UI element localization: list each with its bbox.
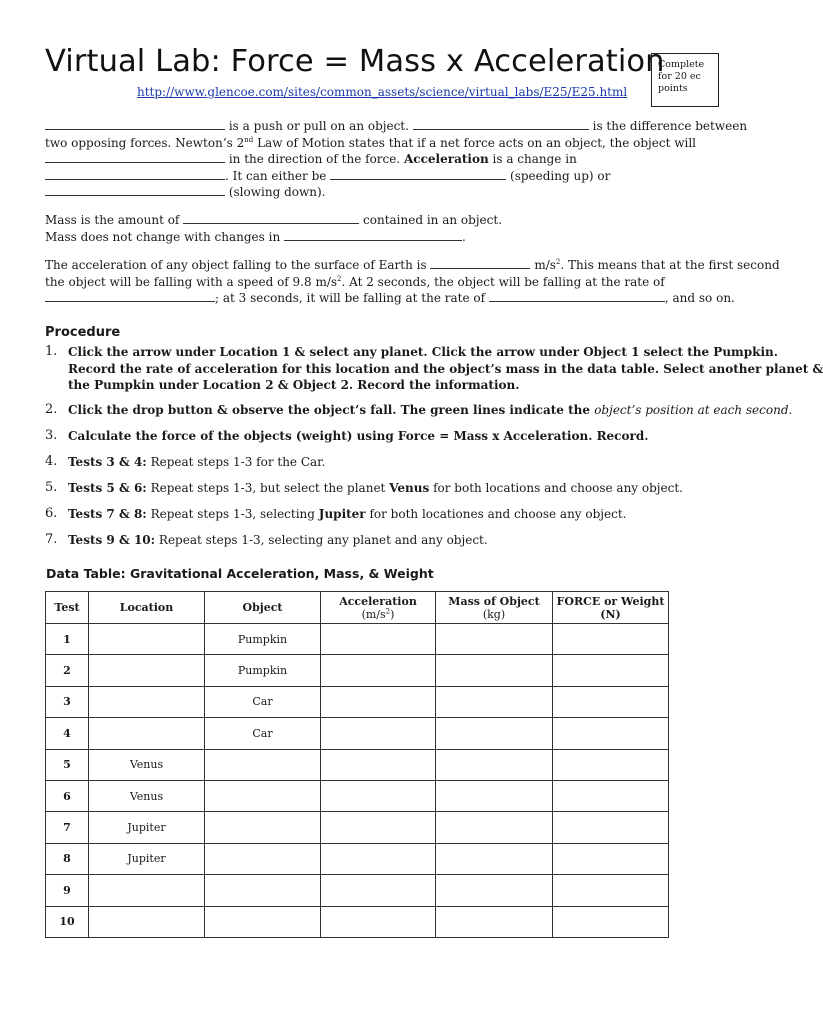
page-title: Virtual Lab: Force = Mass x Acceleration <box>45 44 665 79</box>
object-cell[interactable]: Pumpkin <box>205 655 321 686</box>
object-cell[interactable] <box>205 843 321 874</box>
force-cell[interactable] <box>553 686 669 717</box>
force-cell[interactable] <box>553 906 669 937</box>
table-row <box>46 906 669 937</box>
test-cell: 6 <box>46 780 89 811</box>
object-cell[interactable]: Pumpkin <box>205 624 321 655</box>
test-cell: 5 <box>46 749 89 780</box>
force-cell[interactable] <box>553 655 669 686</box>
test-cell: 10 <box>46 906 89 937</box>
fill-blank[interactable] <box>330 168 506 180</box>
header-object: Object <box>205 592 321 624</box>
extra-credit-box: Complete for 20 ec points <box>651 53 719 107</box>
table-row <box>46 655 669 686</box>
fill-blank[interactable] <box>413 118 589 130</box>
test-cell: 7 <box>46 812 89 843</box>
mass-cell[interactable] <box>436 875 553 906</box>
fill-blank[interactable] <box>45 184 225 196</box>
location-cell[interactable] <box>89 718 205 749</box>
object-cell[interactable] <box>205 875 321 906</box>
table-row <box>46 875 669 906</box>
header-force: FORCE or Weight (N) <box>553 592 669 624</box>
force-cell[interactable] <box>553 624 669 655</box>
location-cell[interactable]: Jupiter <box>89 843 205 874</box>
test-cell: 3 <box>46 686 89 717</box>
object-cell[interactable] <box>205 749 321 780</box>
table-row <box>46 624 669 655</box>
mass-cell[interactable] <box>436 843 553 874</box>
acceleration-cell[interactable] <box>321 749 436 780</box>
acceleration-cell[interactable] <box>321 843 436 874</box>
location-cell[interactable] <box>89 655 205 686</box>
location-cell[interactable] <box>89 875 205 906</box>
table-row <box>46 843 669 874</box>
table-row <box>46 780 669 811</box>
intro-paragraph-2: Mass is the amount of contained in an object. Mass does not change with changes in . <box>45 213 503 244</box>
mass-cell[interactable] <box>436 655 553 686</box>
fill-blank[interactable] <box>45 168 225 180</box>
test-cell: 8 <box>46 843 89 874</box>
table-row <box>46 686 669 717</box>
force-cell[interactable] <box>553 718 669 749</box>
acceleration-cell[interactable] <box>321 812 436 843</box>
mass-cell[interactable] <box>436 624 553 655</box>
mass-cell[interactable] <box>436 812 553 843</box>
location-cell[interactable]: Jupiter <box>89 812 205 843</box>
acceleration-cell[interactable] <box>321 686 436 717</box>
fill-blank[interactable] <box>430 257 530 269</box>
force-cell[interactable] <box>553 780 669 811</box>
object-cell[interactable]: Car <box>205 718 321 749</box>
table-row <box>46 718 669 749</box>
acceleration-cell[interactable] <box>321 655 436 686</box>
location-cell[interactable] <box>89 906 205 937</box>
intro-paragraph-1: is a push or pull on an object. is the difference between two opposing forces. Newton’s 2nd Law of Motion states that if a net force acts on an object, the object will in the direction of the force. Acceleration is a change in . It can either be (speeding up) or (slowing down). <box>45 119 748 199</box>
acceleration-cell[interactable] <box>321 718 436 749</box>
force-cell[interactable] <box>553 843 669 874</box>
fill-blank[interactable] <box>284 229 462 241</box>
test-cell: 9 <box>46 875 89 906</box>
fill-blank[interactable] <box>45 118 225 130</box>
data-table <box>45 591 669 938</box>
test-cell: 2 <box>46 655 89 686</box>
mass-cell[interactable] <box>436 906 553 937</box>
lab-link[interactable]: http://www.glencoe.com/sites/common_assets/science/virtual_labs/E25/E25.html <box>137 85 628 99</box>
acceleration-cell[interactable] <box>321 906 436 937</box>
force-cell[interactable] <box>553 812 669 843</box>
test-cell: 4 <box>46 718 89 749</box>
header-mass: Mass of Object (kg) <box>436 592 553 624</box>
acceleration-cell[interactable] <box>321 875 436 906</box>
mass-cell[interactable] <box>436 718 553 749</box>
procedure-heading: Procedure <box>45 325 121 340</box>
location-cell[interactable] <box>89 686 205 717</box>
fill-blank[interactable] <box>45 151 225 163</box>
test-cell: 1 <box>46 624 89 655</box>
mass-cell[interactable] <box>436 686 553 717</box>
header-test: Test <box>46 592 89 624</box>
header-acceleration: Acceleration $(m/s^2)$ <box>321 592 436 624</box>
object-cell[interactable] <box>205 780 321 811</box>
header-location: Location <box>89 592 205 624</box>
object-cell[interactable]: Car <box>205 686 321 717</box>
location-cell[interactable]: Venus <box>89 780 205 811</box>
table-header-row <box>46 592 669 624</box>
fill-blank[interactable] <box>183 212 359 224</box>
intro-paragraph-3: The acceleration of any object falling to the surface of Earth is $m/s^2$. This means that at the first second the object will be falling with a speed of 9.8 $m/s^2$. At 2 seconds, the object will be falling at the rate of ; at 3 seconds, it will be falling at the rate of , and so on. <box>45 258 780 305</box>
table-row <box>46 749 669 780</box>
mass-cell[interactable] <box>436 780 553 811</box>
location-cell[interactable]: Venus <box>89 749 205 780</box>
data-table-title: Data Table: Gravitational Acceleration, Mass, & Weight <box>46 566 434 581</box>
object-cell[interactable] <box>205 906 321 937</box>
force-cell[interactable] <box>553 875 669 906</box>
acceleration-cell[interactable] <box>321 780 436 811</box>
object-cell[interactable] <box>205 812 321 843</box>
table-row <box>46 812 669 843</box>
fill-blank[interactable] <box>45 290 215 302</box>
fill-blank[interactable] <box>489 290 665 302</box>
force-cell[interactable] <box>553 749 669 780</box>
acceleration-cell[interactable] <box>321 624 436 655</box>
mass-cell[interactable] <box>436 749 553 780</box>
location-cell[interactable] <box>89 624 205 655</box>
